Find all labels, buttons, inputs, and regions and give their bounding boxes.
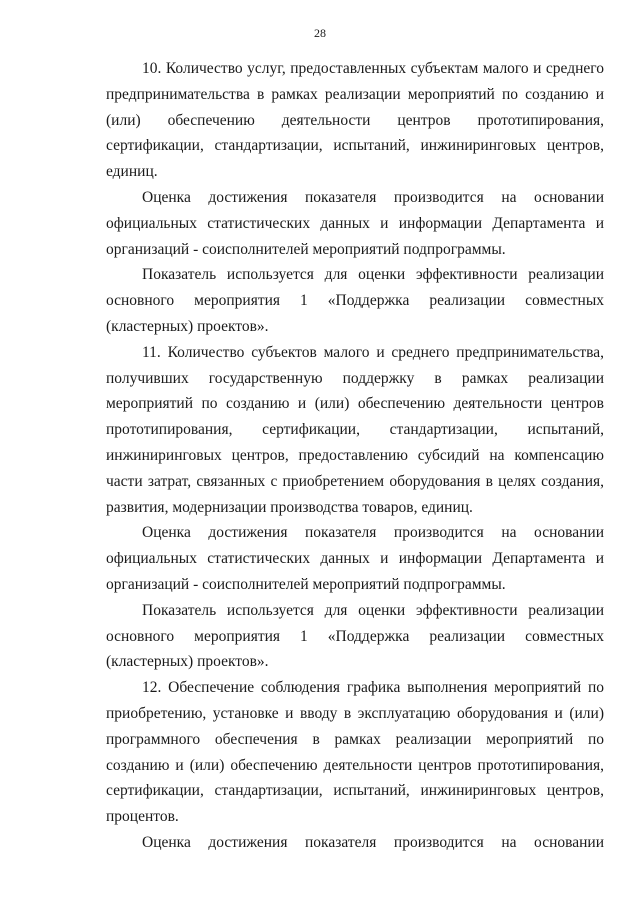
document-body [106, 56, 604, 856]
paragraph-assessment-method-partial: Оценка достижения показателя производится на основании [142, 833, 604, 851]
paragraph-indicator-10: 10. Количество услуг, предоставленных субъектам малого и среднего предпринимательства в рамках реализации мероприятий по созданию и (или) обеспечению деятельности центров прототипирования, сертификации, стандартизации, испытаний, инжиниринговых центров, единиц. [106, 60, 604, 181]
paragraph-assessment-method: Оценка достижения показателя производится на основании официальных статистических данных и информации Департамента и организаций - соисполнителей мероприятий подпрограммы. [106, 524, 604, 593]
paragraph-indicator-11: 11. Количество субъектов малого и среднего предпринимательства, получивших государственную поддержку в рамках реализации мероприятий по созданию и (или) обеспечению деятельности центров прототипирования, сертификации, стандартизации, испытаний, инжиниринговых центров, предоставлению субсидий на компенсацию части затрат, связанных с приобретением оборудования в целях создания, развития, модернизации производства товаров, единиц. [106, 343, 604, 516]
paragraph-assessment-method: Оценка достижения показателя производится на основании официальных статистических данных и информации Департамента и организаций - соисполнителей мероприятий подпрограммы. [106, 188, 604, 258]
paragraph-indicator-usage: Показатель используется для оценки эффективности реализации основного мероприятия 1 «Поддержка реализации совместных (кластерных) проектов». [106, 601, 604, 671]
page-number: 28 [314, 26, 326, 40]
paragraph-indicator-12: 12. Обеспечение соблюдения графика выполнения мероприятий по приобретению, установке и вводу в эксплуатацию оборудования и (или) программного обеспечения в рамках реализации мероприятий по созданию и (или) обеспечению деятельности центров прототипирования, сертификации, стандартизации, испытаний, инжиниринговых центров, процентов. [106, 679, 604, 826]
paragraph-indicator-usage: Показатель используется для оценки эффективности реализации основного мероприятия 1 «Поддержка реализации совместных (кластерных) проектов». [106, 266, 604, 335]
